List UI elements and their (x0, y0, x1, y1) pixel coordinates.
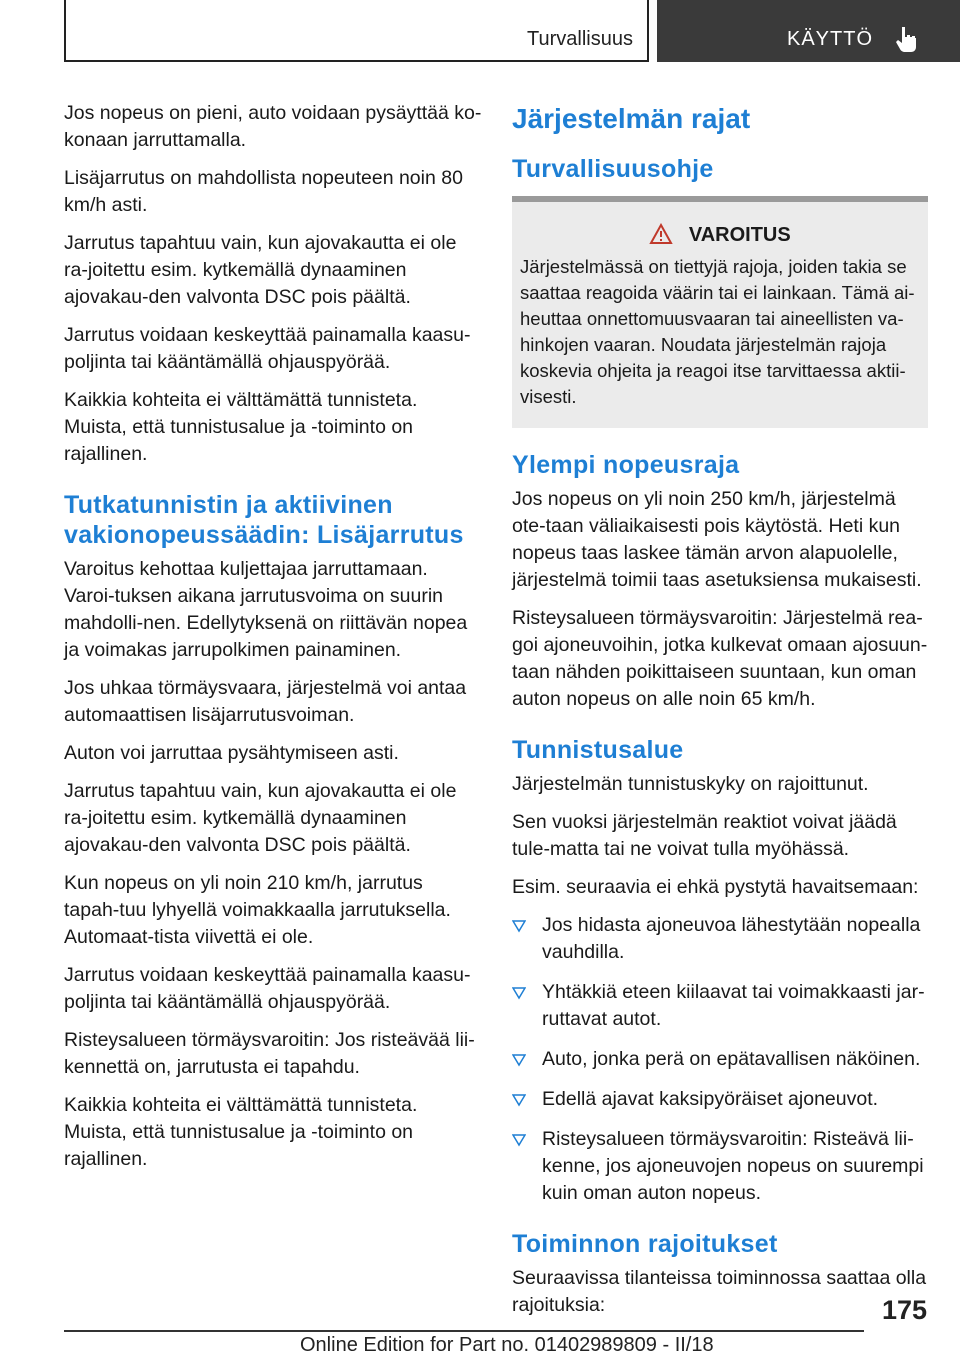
list-item (512, 1046, 928, 1073)
paragraph: Kun nopeus on yli noin 210 km/h, jarrutus tapah-tuu lyhyellä voimakkaalla jarrutuksella. Automaat-tista viivettä ei ole. (64, 872, 451, 948)
bullet-triangle-icon (512, 1093, 526, 1107)
chapter-tab (657, 0, 960, 62)
paragraph: Auton voi jarruttaa pysähtymiseen asti. (64, 742, 399, 764)
paragraph: Sen vuoksi järjestelmän reaktiot voivat jäädä tule-matta tai ne voivat tulla myöhässä. (512, 811, 897, 860)
bullet-triangle-icon (512, 1053, 526, 1067)
warning-triangle-icon (649, 223, 673, 245)
edition-note: Online Edition for Part no. 01402989809 - II/18 (300, 1334, 714, 1356)
paragraph: Kaikkia kohteita ei välttämättä tunnisteta. Muista, että tunnistusalue ja -toiminto on rajallinen. (64, 1094, 418, 1170)
list-item (512, 1086, 928, 1113)
heading-detection-range: Tunnistusalue (512, 736, 684, 764)
paragraph: Kaikkia kohteita ei välttämättä tunnisteta. Muista, että tunnistusalue ja -toiminto on rajallinen. (64, 389, 418, 465)
heading-system-limits: Järjestelmän rajat (512, 103, 751, 134)
paragraph: Jarrutus tapahtuu vain, kun ajovakautta ei ole ra-joitettu esim. kytkemällä dynaaminen ajovakau-den valvonta DSC pois päältä. (64, 780, 457, 856)
section-tab (64, 0, 649, 62)
list-item (512, 1126, 928, 1207)
paragraph: Jarrutus voidaan keskeyttää painamalla kaasu-poljinta tai kääntämällä ohjauspyörää. (64, 324, 471, 373)
undetectable-list (512, 912, 928, 1207)
bullet-triangle-icon (512, 986, 526, 1000)
list-item (512, 912, 928, 966)
footer-divider (64, 1330, 864, 1332)
bullet-triangle-icon (512, 919, 526, 933)
list-item (512, 979, 928, 1033)
heading-safety-note: Turvallisuusohje (512, 155, 714, 183)
warning-text: Järjestelmässä on tiettyjä rajoja, joiden takia se saattaa reagoida väärin tai ei lainkaan. Tämä ai-heuttaa onnettomuusvaaran tai aineellisten va-hinkojen vaaran. Noudata järjestelmän rajoja koskevia ohjeita ja reagoi itse tarvittaessa aktii-visesti. (520, 256, 915, 407)
paragraph: Varoitus kehottaa kuljettajaa jarruttamaan. Varoi-tuksen aikana jarrutusvoima on suurin mahdolli-nen. Edellytyksenä on riittävän nopea ja voimakas jarrupolkimen painaminen. (64, 558, 468, 661)
warning-title-row (520, 222, 920, 248)
list-item-text: Yhtäkkiä eteen kiilaavat tai voimakkaasti jar-ruttavat autot. (542, 981, 925, 1030)
paragraph: Esim. seuraavia ei ehkä pystytä havaitsemaan: (512, 876, 919, 898)
list-item-text: Auto, jonka perä on epätavallisen näköinen. (542, 1048, 921, 1070)
chapter-title: KÄYTTÖ (787, 28, 874, 50)
left-column (64, 100, 482, 1184)
warning-title: VAROITUS (688, 224, 791, 246)
page-header (0, 0, 960, 66)
paragraph: Jos nopeus on yli noin 250 km/h, järjestelmä ote-taan väliaikaisesti pois käytöstä. Heti kun nopeus taas laskee tämän arvon alapuolelle, järjestelmä toimii taas asetuksiensa mukaisesti. (512, 488, 922, 591)
page-number: 175 (881, 1295, 927, 1325)
bullet-triangle-icon (512, 1133, 526, 1147)
paragraph: Järjestelmän tunnistuskyky on rajoittunut. (512, 773, 869, 795)
paragraph: Lisäjarrutus on mahdollista nopeuteen noin 80 km/h asti. (64, 167, 463, 216)
list-item-text: Risteysalueen törmäysvaroitin: Risteävä lii-kenne, jos ajoneuvojen nopeus on suurempi kuin oman auton nopeus. (542, 1128, 924, 1204)
heading-radar-braking: Tutkatunnistin ja aktiivinen vakionopeussäädin: Lisäjarrutus (64, 491, 464, 549)
paragraph: Jarrutus voidaan keskeyttää painamalla kaasu-poljinta tai kääntämällä ohjauspyörää. (64, 964, 471, 1013)
paragraph: Risteysalueen törmäysvaroitin: Järjestelmä rea-goi ajoneuvoihin, jotka kulkevat omaan ajosuun-taan nähden poikittaiseen suuntaan, kun oman auton nopeus on alle noin 65 km/h. (512, 607, 928, 710)
paragraph: Jarrutus tapahtuu vain, kun ajovakautta ei ole ra-joitettu esim. kytkemällä dynaaminen ajovakau-den valvonta DSC pois päältä. (64, 232, 457, 308)
paragraph: Jos nopeus on pieni, auto voidaan pysäyttää ko-konaan jarruttamalla. (64, 102, 482, 151)
list-item-text: Edellä ajavat kaksipyöräiset ajoneuvot. (542, 1088, 879, 1110)
paragraph: Seuraavissa tilanteissa toiminnossa saattaa olla rajoituksia: (512, 1267, 927, 1316)
pointing-hand-icon (895, 25, 919, 53)
right-column (512, 100, 928, 1330)
list-item-text: Jos hidasta ajoneuvoa lähestytään nopealla vauhdilla. (542, 914, 921, 963)
paragraph: Risteysalueen törmäysvaroitin: Jos risteävää lii-kennettä on, jarrutusta ei tapahdu. (64, 1029, 475, 1078)
heading-upper-speed-limit: Ylempi nopeusraja (512, 451, 740, 479)
warning-box (512, 196, 928, 428)
section-title: Turvallisuus (527, 28, 633, 50)
paragraph: Jos uhkaa törmäysvaara, järjestelmä voi antaa automaattisen lisäjarrutusvoiman. (64, 677, 467, 726)
heading-function-limits: Toiminnon rajoitukset (512, 1230, 778, 1258)
